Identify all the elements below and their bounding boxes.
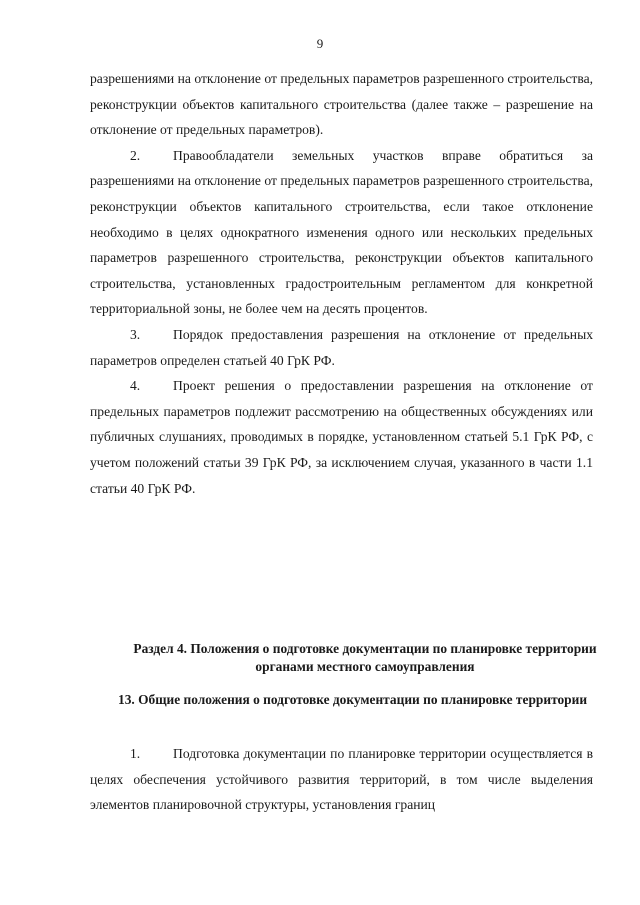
paragraph-number: 2.: [130, 147, 141, 163]
section-heading: Раздел 4. Положения о подготовке документации по планировке территории органами местного самоуправления: [133, 641, 597, 674]
paragraph-2: [90, 143, 593, 322]
paragraph-text: Правообладатели земельных участков вправе обратиться за разрешениями на отклонение от предельных параметров разрешенного строительства, реконструкции объектов капитального строительства, если такое отклонение необходимо в целях однократного изменения одного или нескольких предельных параметров разрешенного строительства, реконструкции объектов капитального строительства, установленных градостроительным регламентом для конкретной территориальной зоны, не более чем на десять процентов.: [90, 147, 593, 317]
paragraph-4: [90, 373, 593, 501]
body-text: [90, 66, 593, 501]
paragraph-13-1: [90, 741, 593, 818]
page-number: 9: [316, 36, 324, 51]
paragraph-number: 3.: [130, 326, 141, 342]
paragraph-3: [90, 322, 593, 373]
paragraph-number: 1.: [130, 746, 141, 761]
paragraph-number: 4.: [130, 378, 141, 394]
body-text-section-13: [90, 741, 593, 818]
paragraph-continuation: разрешениями на отклонение от предельных параметров разрешенного строительства, реконструкции объектов капитального строительства (далее также – разрешение на отклонение от предельных параметров).: [90, 71, 593, 138]
subsection-heading: 13. Общие положения о подготовке документации по планировке территории: [118, 692, 588, 707]
paragraph-text: Проект решения о предоставлении разрешения на отклонение от предельных параметров подлежит рассмотрению на общественных обсуждениях или публичных слушаниях, проводимых в порядке, установленном статьей 5.1 ГрК РФ, с учетом положений статьи 39 ГрК РФ, за исключением случая, указанного в части 1.1 статьи 40 ГрК РФ.: [90, 378, 593, 496]
paragraph-text: Порядок предоставления разрешения на отклонение от предельных параметров определен статьей 40 ГрК РФ.: [90, 326, 593, 368]
paragraph-text: Подготовка документации по планировке территории осуществляется в целях обеспечения устойчивого развития территорий, в том числе выделения элементов планировочной структуры, установления границ: [90, 746, 593, 813]
